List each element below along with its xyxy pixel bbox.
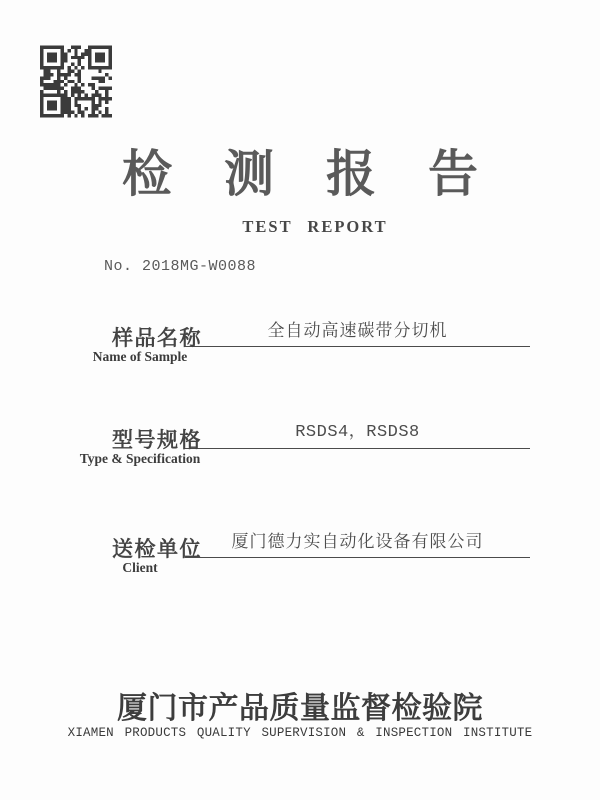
- field-underline: [185, 528, 530, 558]
- report-number: No. 2018MG-W0088: [104, 258, 257, 275]
- field-label-en-sample-name: Name of Sample: [92, 349, 188, 364]
- qr-code: [40, 45, 112, 118]
- report-title-english: TEST REPORT: [242, 217, 388, 236]
- field-underline: [185, 317, 530, 347]
- institute-name-chinese: 厦门市产品质量监督检验院: [117, 692, 483, 725]
- field-value-type-specification: RSDS4，RSDS8: [295, 423, 420, 442]
- field-label-cn-sample-name: 样品名称: [112, 326, 202, 350]
- field-value-sample-name: 全自动高速碳带分切机: [267, 321, 448, 340]
- report-title-chinese-text: 检测报告: [122, 146, 530, 202]
- field-label-cn-type-specification: 型号规格: [112, 428, 202, 452]
- report-title-chinese: [0, 144, 600, 204]
- field-row-client: [0, 528, 600, 590]
- field-value-client: 厦门德力实自动化设备有限公司: [231, 532, 484, 551]
- field-label-en-client: Client: [122, 560, 158, 575]
- institute-name-english: XIAMEN PRODUCTS QUALITY SUPERVISION & INSPECTION INSTITUTE: [67, 726, 533, 740]
- field-label-en-type-specification: Type & Specification: [79, 451, 201, 466]
- field-label-cn-client: 送检单位: [112, 537, 202, 561]
- field-row-sample-name: [0, 317, 600, 379]
- field-underline: [185, 419, 530, 449]
- field-row-type-specification: [0, 419, 600, 481]
